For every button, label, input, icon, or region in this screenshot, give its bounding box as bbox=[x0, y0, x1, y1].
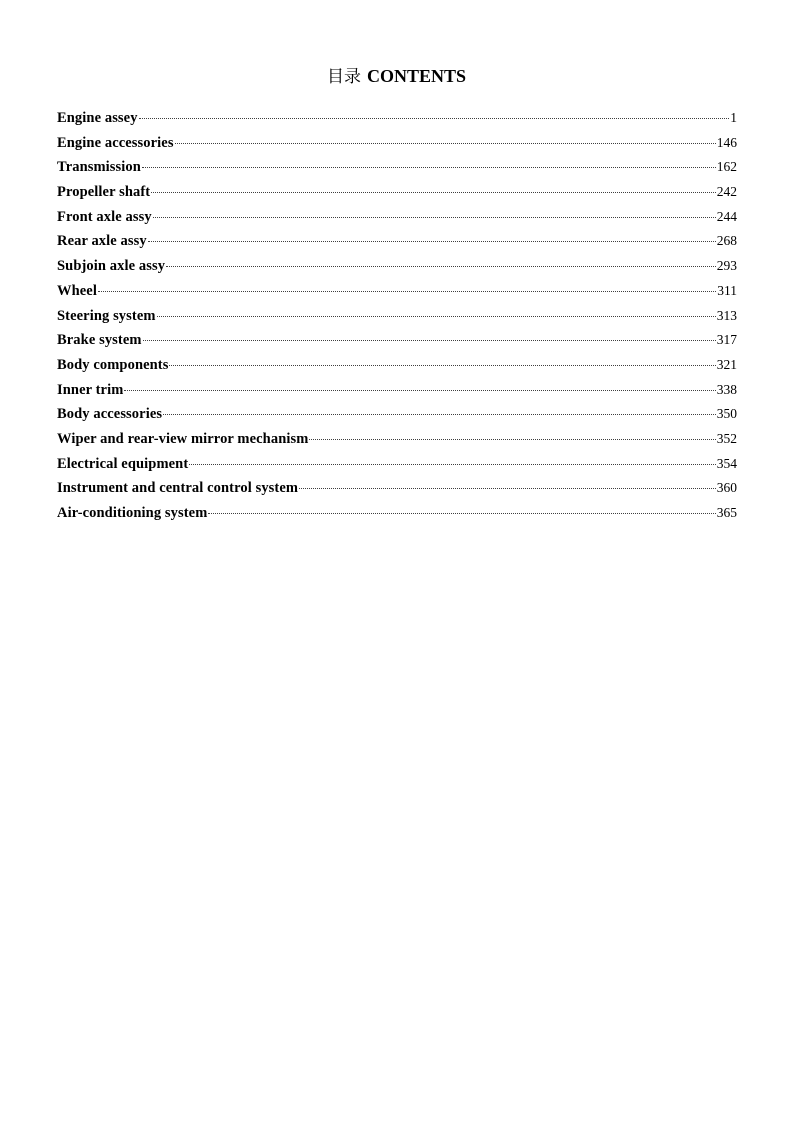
dot-leader bbox=[124, 390, 715, 391]
toc-entry-page: 162 bbox=[716, 159, 737, 175]
toc-entry-page: 350 bbox=[716, 406, 737, 422]
dot-leader bbox=[166, 266, 716, 267]
toc-entry-label: Subjoin axle assy bbox=[57, 258, 166, 275]
toc-entry-page: 1 bbox=[730, 110, 737, 125]
toc-entry[interactable] bbox=[57, 454, 737, 479]
toc-entry-label: Brake system bbox=[57, 332, 142, 349]
toc-entry-page: 365 bbox=[716, 505, 737, 520]
toc-entry-label: Rear axle assy bbox=[57, 233, 147, 250]
dot-leader bbox=[309, 439, 715, 440]
dot-leader bbox=[175, 143, 716, 144]
toc-entry-label: Propeller shaft bbox=[57, 184, 151, 201]
toc-entry-label: Instrument and central control system bbox=[57, 480, 299, 497]
toc-entry[interactable] bbox=[57, 330, 737, 355]
toc-entry[interactable] bbox=[57, 281, 737, 306]
toc-entry[interactable] bbox=[57, 503, 737, 528]
toc-entry-page: 242 bbox=[716, 184, 737, 200]
toc-entry[interactable] bbox=[57, 207, 737, 232]
toc-entry-page: 338 bbox=[716, 381, 737, 397]
dot-leader bbox=[151, 192, 716, 193]
toc-entry-page: 268 bbox=[716, 233, 737, 249]
toc-entry-label: Electrical equipment bbox=[57, 455, 189, 472]
toc-entry-label: Wiper and rear-view mirror mechanism bbox=[57, 430, 309, 447]
toc-entry[interactable] bbox=[57, 429, 737, 454]
toc-entry-label: Body components bbox=[57, 356, 169, 373]
title-english: CONTENTS bbox=[366, 66, 467, 86]
toc-entry-page: 354 bbox=[716, 455, 737, 471]
toc-entry-page: 293 bbox=[716, 258, 737, 274]
toc-entry[interactable] bbox=[57, 256, 737, 281]
title-chinese: 目录 bbox=[326, 67, 361, 87]
toc-entry[interactable] bbox=[57, 306, 737, 331]
toc-entry[interactable] bbox=[57, 157, 737, 182]
toc-entry[interactable] bbox=[57, 355, 737, 380]
toc-entry[interactable] bbox=[57, 182, 737, 207]
toc-entry[interactable] bbox=[57, 404, 737, 429]
toc-entry-label: Steering system bbox=[57, 307, 156, 324]
toc-entry-label: Wheel bbox=[57, 282, 97, 299]
dot-leader bbox=[139, 118, 730, 119]
toc-entry-label: Inner trim bbox=[57, 381, 124, 398]
toc-entry[interactable] bbox=[57, 380, 737, 405]
dot-leader bbox=[169, 365, 715, 366]
dot-leader bbox=[157, 316, 716, 317]
toc-entry[interactable] bbox=[57, 133, 737, 158]
toc-entry[interactable] bbox=[57, 231, 737, 256]
toc-entry-label: Body accessories bbox=[57, 406, 163, 423]
dot-leader bbox=[143, 340, 716, 341]
toc-entry-page: 352 bbox=[716, 430, 737, 446]
toc-entry-page: 317 bbox=[716, 332, 737, 348]
toc-entry[interactable] bbox=[57, 108, 737, 133]
toc-entry-label: Front axle assy bbox=[57, 208, 152, 225]
toc-entry-page: 313 bbox=[716, 307, 737, 323]
dot-leader bbox=[163, 414, 716, 415]
page-title bbox=[0, 64, 793, 89]
toc-entry-label: Engine accessories bbox=[57, 134, 174, 151]
toc-entry-page: 311 bbox=[717, 282, 737, 298]
toc-entry-label: Air-conditioning system bbox=[57, 505, 208, 521]
dot-leader bbox=[148, 241, 716, 242]
dot-leader bbox=[208, 513, 715, 514]
toc-entry-page: 146 bbox=[716, 134, 737, 150]
dot-leader bbox=[299, 488, 716, 489]
toc-entry[interactable] bbox=[57, 478, 737, 503]
dot-leader bbox=[142, 167, 716, 168]
table-of-contents bbox=[57, 108, 737, 528]
toc-entry-page: 321 bbox=[716, 356, 737, 372]
dot-leader bbox=[98, 291, 716, 292]
toc-entry-page: 360 bbox=[716, 480, 737, 496]
dot-leader bbox=[153, 217, 716, 218]
toc-entry-label: Transmission bbox=[57, 159, 141, 176]
toc-entry-label: Engine assey bbox=[57, 110, 138, 126]
dot-leader bbox=[189, 464, 715, 465]
toc-entry-page: 244 bbox=[716, 208, 737, 224]
